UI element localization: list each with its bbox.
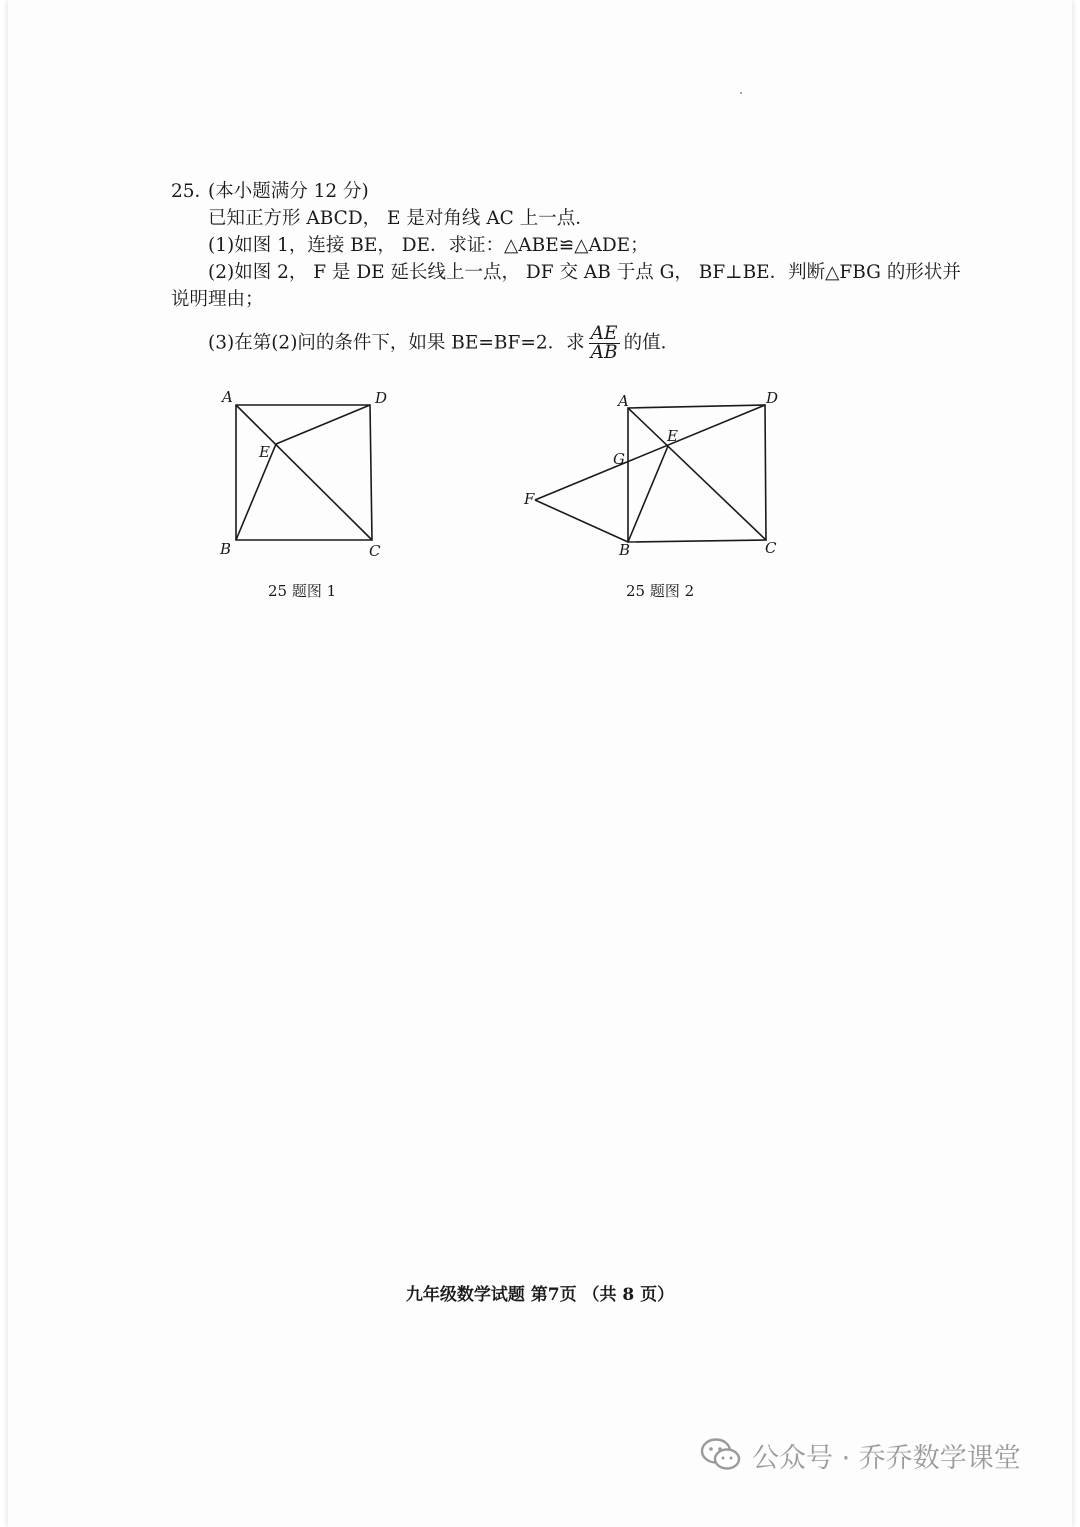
part-1: (1)如图 1，连接 BE， DE．求证：△ABE≌△ADE；: [208, 235, 649, 256]
label-c-2: C: [765, 539, 777, 557]
label-b: B: [220, 540, 232, 558]
wechat-icon: [700, 1437, 742, 1473]
part-3-prefix: (3)在第(2)问的条件下，如果 BE=BF=2．求: [208, 332, 585, 354]
problem-number: 25．: [171, 181, 214, 202]
label-f: F: [524, 490, 535, 508]
label-b-2: B: [619, 541, 631, 559]
label-a: A: [222, 388, 233, 406]
figure-2: [515, 380, 805, 570]
figure-1-svg: [210, 380, 410, 570]
segment-bf: [535, 500, 628, 542]
label-c: C: [369, 542, 381, 560]
figure-2-caption: 25 题图 2: [626, 582, 695, 600]
watermark-text: 公众号 · 乔乔数学课堂: [752, 1442, 1021, 1474]
label-a-2: A: [618, 392, 629, 410]
label-g: G: [613, 450, 625, 468]
label-e-2: E: [667, 427, 678, 445]
part-2-line-1: (2)如图 2， F 是 DE 延长线上一点， DF 交 AB 于点 G， BF⊥BE．判断△FBG 的形状并: [208, 262, 961, 283]
part-2-line-2: 说明理由；: [171, 289, 264, 310]
part-3: [171, 325, 931, 362]
scan-speck: [740, 92, 742, 94]
part-3-suffix: 的值．: [623, 332, 680, 354]
diagonal-ac: [236, 405, 372, 540]
problem-header-line: [171, 178, 931, 205]
watermark: [700, 1430, 1021, 1480]
figure-1-caption: 25 题图 1: [268, 582, 337, 600]
problem-25: [171, 178, 961, 363]
label-e: E: [259, 443, 270, 461]
fraction-denominator: AB: [590, 342, 618, 363]
problem-score: (本小题满分 12 分): [208, 181, 369, 202]
figure-2-svg: [515, 380, 805, 570]
diagonal-ac-2: [628, 408, 766, 540]
segment-be: [236, 444, 276, 540]
fraction-numerator: AE: [589, 325, 620, 344]
problem-statement: 已知正方形 ABCD， E 是对角线 AC 上一点．: [208, 208, 594, 229]
fraction-ae-ab: [589, 325, 620, 362]
segment-be-2: [628, 446, 668, 542]
segment-de: [276, 405, 370, 444]
line-df: [535, 405, 765, 500]
page-footer: 九年级数学试题 第7页 （共 8 页）: [405, 1285, 675, 1305]
label-d-2: D: [766, 389, 779, 407]
label-d: D: [375, 389, 388, 407]
figure-1: [210, 380, 410, 570]
